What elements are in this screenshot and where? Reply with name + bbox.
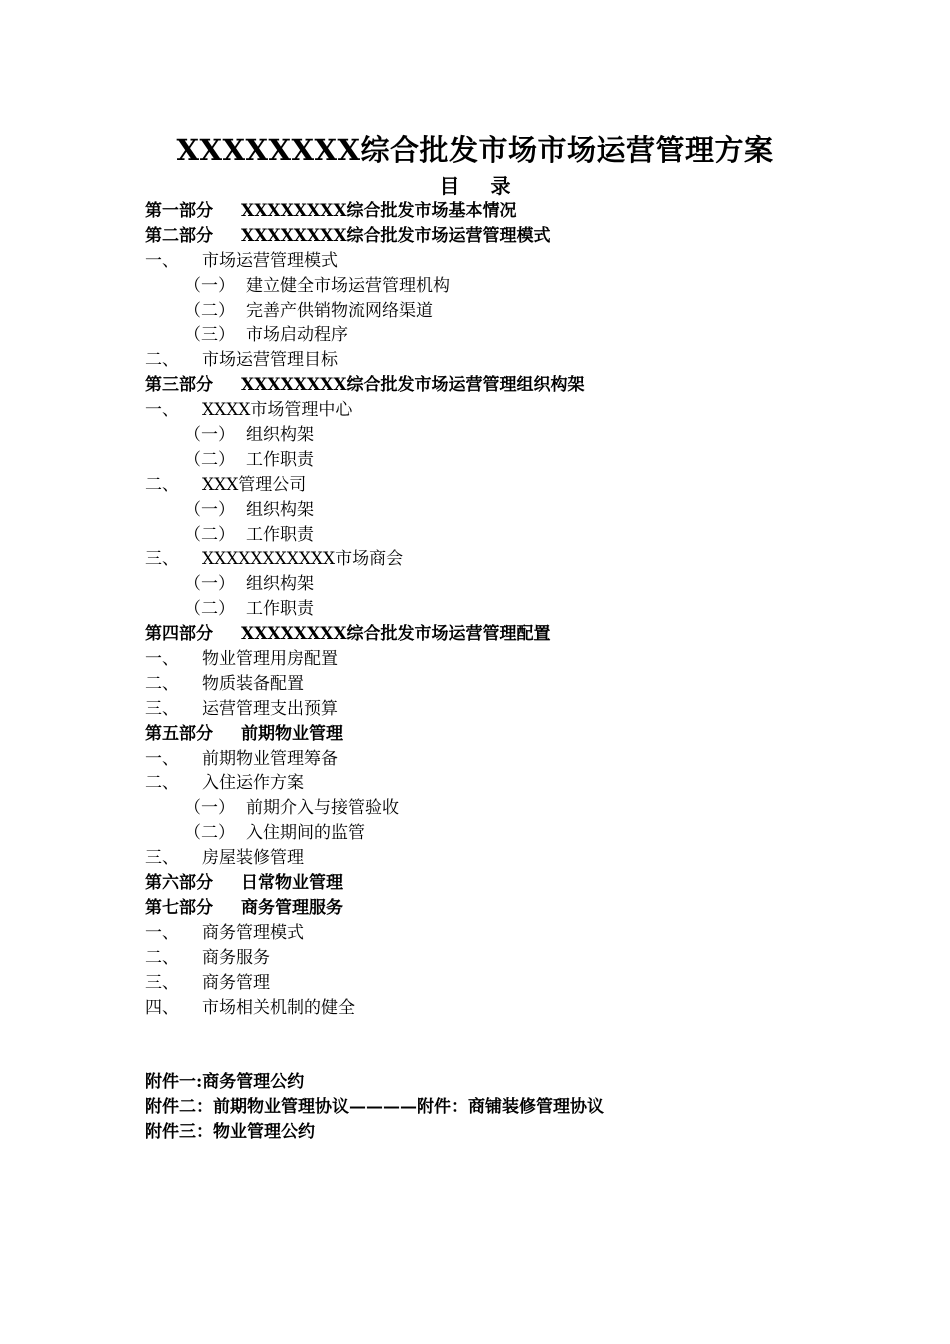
toc-item-line — [145, 946, 865, 971]
toc-entry-text: 前期物业管理筹备 — [202, 748, 338, 769]
toc-entry-number: 第一部分 — [145, 201, 213, 221]
toc-entry-number: 第四部分 — [145, 624, 213, 645]
toc-part-line — [145, 199, 865, 224]
toc-subitem-line — [145, 572, 865, 597]
toc-item-line — [145, 473, 865, 498]
toc-part-line — [145, 224, 865, 249]
toc-entry-text: 完善产供销物流网络渠道 — [246, 300, 433, 321]
toc-item-line — [145, 846, 865, 871]
toc-heading: 目 录 — [439, 174, 523, 198]
toc-entry-number: 第六部分 — [145, 873, 213, 894]
document-title: XXXXXXXX综合批发市场市场运营管理方案 — [176, 133, 774, 167]
toc-entry-text: 组织构架 — [246, 574, 314, 595]
toc-entry-text: 物质装备配置 — [202, 673, 304, 694]
toc-entry-text: 建立健全市场运营管理机构 — [246, 275, 450, 296]
toc-entry-number: （三） — [184, 325, 235, 346]
toc-entry-text: XXX管理公司 — [202, 474, 307, 495]
toc-entry-number: （一） — [184, 798, 235, 819]
toc-item-line — [145, 697, 865, 722]
toc-entry-number: （二） — [184, 300, 235, 321]
toc-entry-text: 工作职责 — [246, 524, 314, 545]
toc-entry-number: 三、 — [145, 972, 179, 993]
toc-entry-number: （二） — [184, 823, 235, 844]
toc-item-line — [145, 647, 865, 672]
toc-entry-number: 二、 — [145, 673, 179, 694]
toc-entry-number: 一、 — [145, 649, 179, 670]
toc-entry-text: 房屋装修管理 — [202, 848, 304, 869]
toc-subitem-line — [145, 274, 865, 299]
toc-part-line — [145, 722, 865, 747]
toc-entry-text: XXXXXXXX综合批发市场运营管理配置 — [241, 624, 551, 645]
toc-entry-number: 二、 — [145, 773, 179, 794]
toc-entry-text: 工作职责 — [246, 599, 314, 620]
toc-entry-text: 商务管理服务 — [241, 897, 343, 918]
toc-entry-text: 前期介入与接管验收 — [246, 798, 399, 819]
appendix-line: 附件三：物业管理公约 — [145, 1121, 315, 1142]
toc-entry-text: XXXX市场管理中心 — [202, 400, 353, 421]
toc-item-line — [145, 547, 865, 572]
toc-entry-text: XXXXXXXX综合批发市场基本情况 — [241, 201, 517, 221]
toc-entry-number: （一） — [184, 275, 235, 296]
toc-subitem-line — [145, 796, 865, 821]
toc-entry-text: 市场相关机制的健全 — [202, 997, 355, 1018]
toc-subitem-line — [145, 423, 865, 448]
toc-part-line — [145, 896, 865, 921]
toc-subitem-line — [145, 323, 865, 348]
toc-entry-text: 市场启动程序 — [246, 325, 348, 346]
appendix-line: 附件一:商务管理公约 — [145, 1072, 305, 1092]
toc-entry-text: 运营管理支出预算 — [202, 698, 338, 719]
toc-part-line — [145, 373, 865, 398]
toc-entry-text: 入住运作方案 — [202, 773, 304, 794]
toc-entry-text: XXXXXXXX综合批发市场运营管理模式 — [241, 225, 551, 246]
toc-entry-number: 四、 — [145, 997, 179, 1018]
toc-item-line — [145, 348, 865, 373]
appendix-list — [145, 1070, 865, 1145]
toc-item-line — [145, 771, 865, 796]
toc-entry-number: 二、 — [145, 350, 179, 371]
toc-entry-number: 三、 — [145, 698, 179, 719]
toc-item-line — [145, 672, 865, 697]
toc-entry-number: 第三部分 — [145, 375, 213, 396]
toc-subitem-line — [145, 448, 865, 473]
table-of-contents — [145, 199, 865, 1020]
toc-subitem-line — [145, 821, 865, 846]
toc-entry-number: （一） — [184, 499, 235, 520]
toc-entry-text: 工作职责 — [246, 449, 314, 470]
toc-entry-text: 市场运营管理目标 — [202, 350, 338, 371]
toc-entry-text: 日常物业管理 — [241, 873, 343, 894]
toc-subitem-line — [145, 523, 865, 548]
toc-subitem-line — [145, 299, 865, 324]
toc-entry-number: 三、 — [145, 848, 179, 869]
toc-entry-text: 商务服务 — [202, 947, 270, 968]
toc-entry-number: 二、 — [145, 474, 179, 495]
toc-item-line — [145, 971, 865, 996]
toc-entry-number: （二） — [184, 449, 235, 470]
toc-entry-number: 第五部分 — [145, 723, 213, 744]
toc-item-line — [145, 249, 865, 274]
toc-entry-number: 第七部分 — [145, 897, 213, 918]
toc-subitem-line — [145, 498, 865, 523]
toc-entry-text: 入住期间的监管 — [246, 823, 365, 844]
toc-part-line — [145, 871, 865, 896]
appendix-line: 附件二：前期物业管理协议————附件：商铺装修管理协议 — [145, 1096, 604, 1117]
toc-entry-number: 三、 — [145, 549, 179, 570]
toc-entry-text: 商务管理 — [202, 972, 270, 993]
toc-entry-number: 第二部分 — [145, 225, 213, 246]
toc-entry-text: XXXXXXXXXXX市场商会 — [202, 549, 404, 570]
toc-subitem-line — [145, 597, 865, 622]
toc-entry-number: （二） — [184, 599, 235, 620]
toc-entry-number: （二） — [184, 524, 235, 545]
toc-entry-text: 市场运营管理模式 — [202, 250, 338, 271]
toc-entry-number: （一） — [184, 425, 235, 446]
toc-entry-number: 一、 — [145, 748, 179, 769]
toc-entry-text: XXXXXXXX综合批发市场运营管理组织构架 — [241, 375, 585, 396]
toc-entry-text: 前期物业管理 — [241, 723, 343, 744]
toc-entry-text: 组织构架 — [246, 425, 314, 446]
toc-item-line — [145, 921, 865, 946]
toc-entry-number: 二、 — [145, 947, 179, 968]
toc-entry-text: 商务管理模式 — [202, 922, 304, 943]
toc-item-line — [145, 747, 865, 772]
toc-entry-text: 物业管理用房配置 — [202, 649, 338, 670]
toc-part-line — [145, 622, 865, 647]
toc-entry-number: （一） — [184, 574, 235, 595]
toc-item-line — [145, 398, 865, 423]
toc-entry-number: 一、 — [145, 400, 179, 421]
toc-item-line — [145, 996, 865, 1021]
toc-entry-number: 一、 — [145, 922, 179, 943]
toc-entry-number: 一、 — [145, 250, 179, 271]
toc-entry-text: 组织构架 — [246, 499, 314, 520]
